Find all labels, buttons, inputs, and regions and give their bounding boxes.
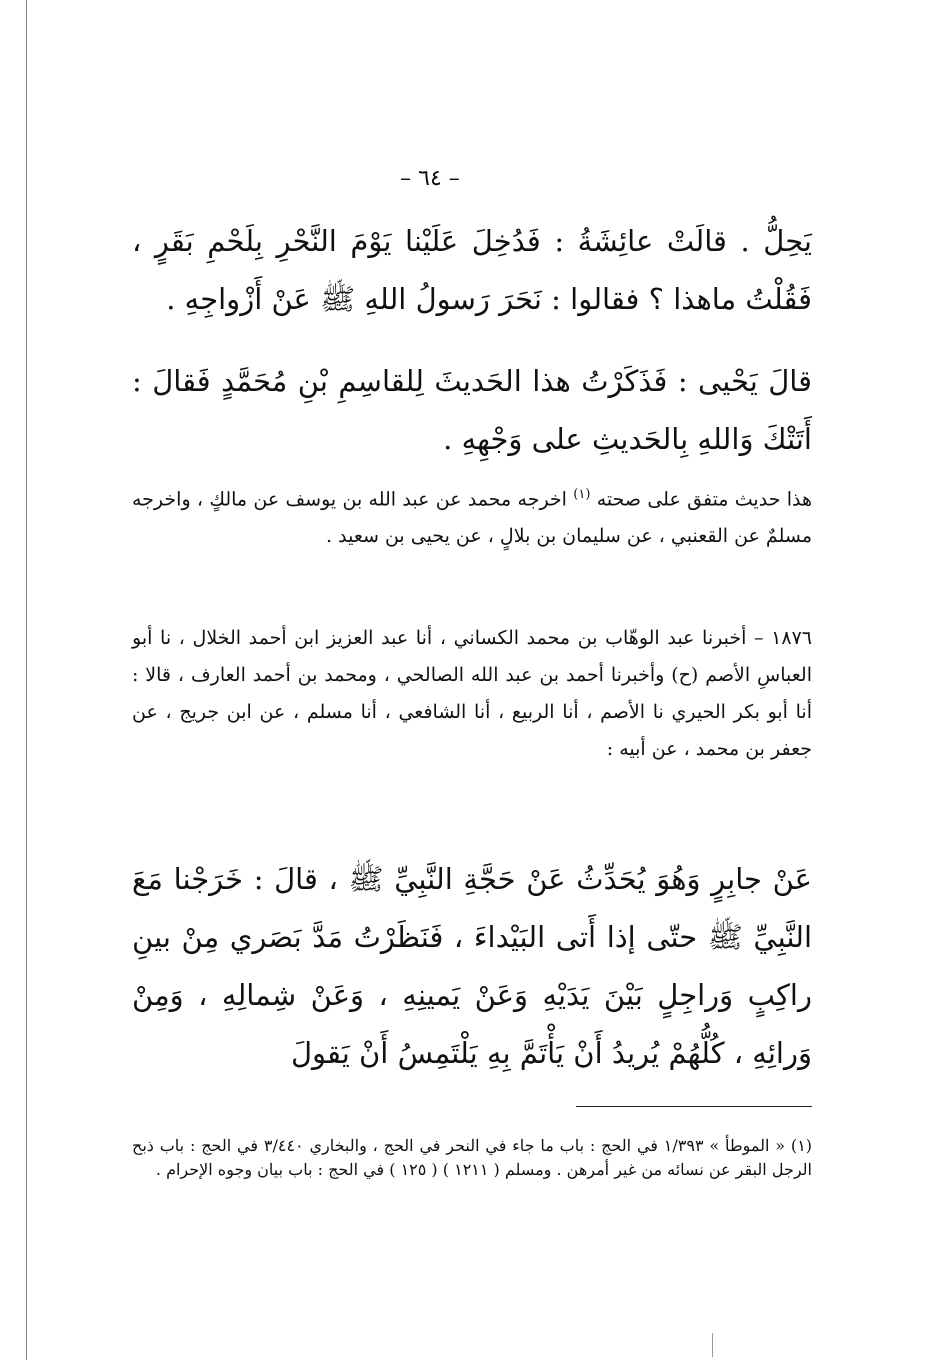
footnote-text: (١) « الموطأ » ١/٣٩٣ في الحج : باب ما جاء في النحر في الحج ، والبخاري ٣/٤٤٠ في الحج : باب ذبح الرجل البقر عن نسائه من غير أمرهن . ومسلم ( ١٢١١ ) ( ١٢٥ ) في الحج : باب بيان وجوه الإحرام . [132, 1136, 813, 1179]
takhrij-text-before: هذا حديث متفق على صحته [596, 488, 813, 511]
page-mark [712, 1333, 713, 1357]
footnote-separator [576, 1106, 812, 1107]
page-edge-line [26, 0, 27, 1360]
takhrij-text-after: اخرجه محمد عن عبد الله بن يوسف عن مالكٍ ، واخرجه مسلمٌ عن القعنبي ، عن سليمان بن بلالٍ ، عن يحيى بن سعيد . [132, 488, 812, 548]
page-number: – ٦٤ – [400, 166, 460, 191]
takhrij-note [132, 476, 812, 555]
hadith-jabir-text: عَنْ جابِرٍ وَهُوَ يُحَدِّثُ عَنْ حَجَّةِ النَّبِيِّ ﷺ ، قالَ : خَرَجْنا مَعَ النَّبِيِّ ﷺ حتّى إذا أَتى البَيْداءَ ، فَنَظَرْتُ مَدَّ بَصَري مِنْ بينِ راكِبٍ وَراجِلٍ بَيْنَ يَدَيْهِ وَعَنْ يَمينِهِ ، وَعَنْ شِمالِهِ ، وَمِنْ وَرائِهِ ، كُلُّهُمْ يُريدُ أَنْ يَأْتَمَّ بِهِ يَلْتَمِسُ أَنْ يَقولَ [132, 862, 812, 1070]
isnad-chain-1876: ١٨٧٦ – أخبرنا عبد الوهّاب بن محمد الكساني ، أنا عبد العزيز ابن أحمد الخلال ، نا أبو العباسِ الأصم (ح) وأخبرنا أحمد بن عبد الله الصالحي ، ومحمد بن أحمد العارف ، قالا : أنا أبو بكر الحيري نا الأصم ، أنا الربيع ، أنا الشافعي ، أنا مسلم ، عن ابن جريج ، عن جعفر بن محمد ، عن أبيه : [132, 627, 812, 760]
footnote-reference: (١) [573, 487, 591, 502]
yahya-statement: قالَ يَحْيى : فَذَكَرْتُ هذا الحَديثَ لِلقاسِمِ بْنِ مُحَمَّدٍ فَقالَ : أَتَتْكَ وَاللهِ بِالحَديثِ على وَجْهِهِ . [132, 364, 812, 456]
hadith-text-continuation: يَحِلُّ . قالَتْ عائِشَةُ : فَدُخِلَ عَلَيْنا يَوْمَ النَّحْرِ بِلَحْمِ بَقَرٍ ، فَقُلْتُ ماهذا ؟ فقالوا : نَحَرَ رَسولُ اللهِ ﷺ عَنْ أَزْواجِهِ . [132, 224, 812, 316]
